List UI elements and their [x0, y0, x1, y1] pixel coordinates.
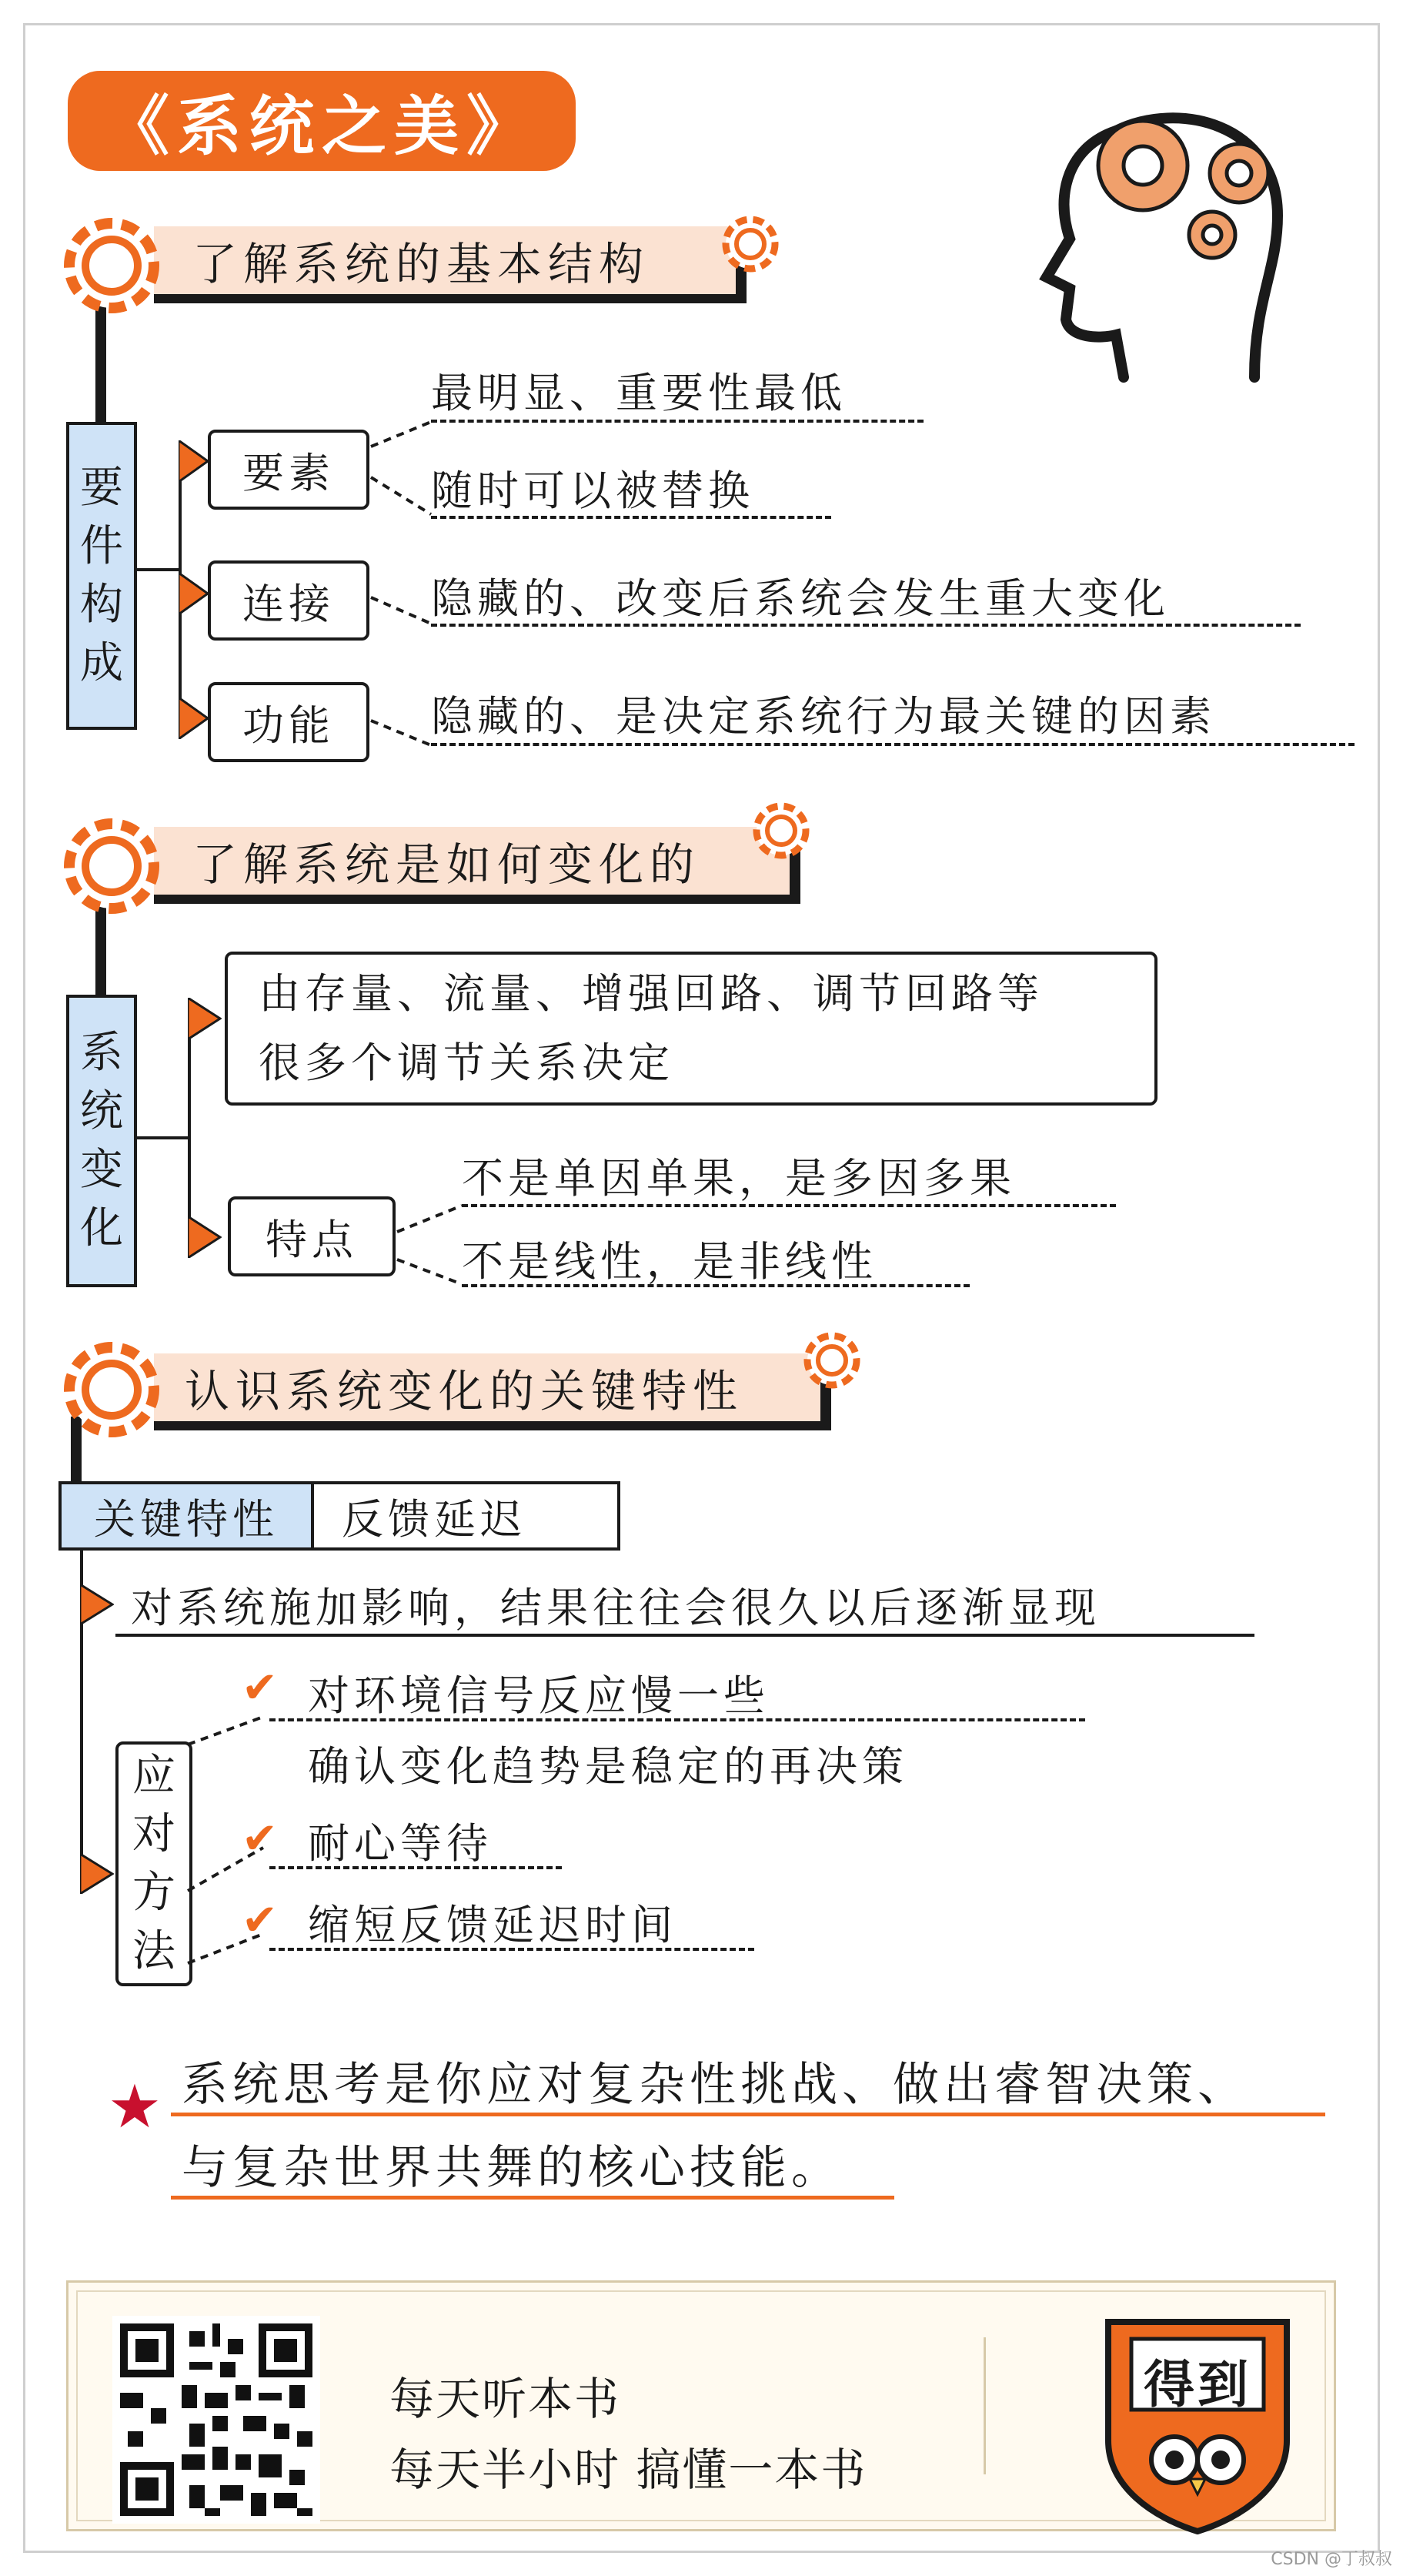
s3-method-line: 确认变化趋势是稳定的再决策: [308, 1742, 908, 1791]
s3-key-value: 反馈延迟: [342, 1494, 526, 1544]
s3-method-line: 耐心等待: [308, 1819, 493, 1868]
s3-key-label: 关键特性: [62, 1484, 314, 1547]
s3-heading-text: 认识系统变化的关键特性: [185, 1365, 744, 1417]
s1-item-box: 连接: [208, 560, 369, 641]
s2-vlabel-char: 统: [80, 1086, 123, 1136]
s1-dash: [431, 743, 1355, 746]
s3-arrow-icon: [80, 1584, 114, 1624]
s1-item-line: 随时可以被替换: [431, 467, 754, 515]
s3-vlabel-char: 方: [132, 1868, 175, 1918]
s2-dash: [462, 1204, 1116, 1207]
s1-heading: [154, 226, 747, 303]
s3-method-line: 对环境信号反应慢一些: [308, 1671, 770, 1720]
s1-arrow-icon: [179, 440, 209, 482]
s3-dash: [269, 1718, 1085, 1721]
s2-dash: [462, 1284, 970, 1287]
s3-vertical-label: [115, 1741, 192, 1986]
s1-vlabel-char: 成: [80, 638, 123, 688]
dedao-logo: [1104, 2317, 1291, 2534]
s3-heading: [154, 1353, 831, 1430]
check-icon: ✔: [242, 1814, 278, 1864]
s1-vlabel-char: 件: [80, 521, 123, 571]
s3-vlabel-char: 应: [132, 1751, 175, 1801]
s2-branch-v: [188, 1015, 191, 1238]
watermark: CSDN @丁叔叔: [1271, 2550, 1392, 2569]
s2-vlabel-char: 化: [80, 1203, 123, 1253]
s2-structure-line: 很多个调节关系决定: [259, 1039, 674, 1087]
qr-code-icon: [112, 2316, 320, 2524]
s1-item-line: 最明显、重要性最低: [431, 369, 847, 417]
s2-dash-connector: [396, 1201, 469, 1290]
s1-dash-connector: [369, 716, 439, 754]
star-icon: ★: [108, 2073, 162, 2142]
footer-divider: [984, 2337, 986, 2474]
summary-underline: [171, 2196, 894, 2200]
s2-vlabel-char: 变: [80, 1145, 123, 1195]
s2-heading: [154, 827, 800, 904]
s1-vlabel-char: 要: [80, 463, 123, 513]
s2-heading-text: 了解系统是如何变化的: [192, 838, 701, 891]
s3-effect-text: 对系统施加影响，结果往往会很久以后逐渐显现: [131, 1584, 1101, 1632]
s2-vlabel-char: 系: [80, 1028, 123, 1078]
summary-line: 与复杂世界共舞的核心技能。: [182, 2141, 842, 2195]
s1-arrow-icon: [179, 573, 209, 614]
s2-structure-box: [225, 952, 1157, 1106]
s1-gear-icon: [54, 208, 169, 323]
s2-feature-box: 特点: [228, 1196, 396, 1276]
s3-vlabel-char: 法: [132, 1926, 175, 1976]
s1-item-box: 功能: [208, 682, 369, 762]
s1-vlabel-char: 构: [80, 580, 123, 630]
logo-text: 得到: [1144, 2355, 1251, 2414]
s2-arrow-icon: [188, 1216, 222, 1258]
s2-gear-icon: [54, 808, 169, 924]
s1-arrow-icon: [179, 698, 209, 739]
s1-dash: [431, 420, 924, 423]
s2-structure-line: 由存量、流量、增强回路、调节回路等: [259, 969, 1044, 1018]
s2-feature-line: 不是单因单果，是多因多果: [462, 1154, 1016, 1203]
s3-small-gear-icon: [797, 1326, 867, 1395]
head-gears-icon: [1024, 100, 1316, 385]
s3-dash: [269, 1866, 562, 1869]
s2-arrow-icon: [188, 998, 222, 1039]
s3-dash: [269, 1948, 754, 1951]
s1-branch-h: [134, 568, 180, 571]
s1-dash-connector: [369, 593, 439, 631]
s2-vertical-label: [66, 995, 137, 1287]
summary-underline: [171, 2113, 1325, 2116]
footer-line: 每天听本书: [389, 2373, 621, 2425]
s3-effect-underline: [115, 1634, 1254, 1637]
s1-dash-connector: [369, 416, 439, 520]
s1-heading-text: 了解系统的基本结构: [192, 238, 650, 290]
s1-small-gear-icon: [716, 209, 785, 279]
s3-vlabel-char: 对: [132, 1809, 175, 1859]
check-icon: ✔: [242, 1895, 278, 1945]
s1-vertical-label: [66, 422, 137, 730]
check-icon: ✔: [242, 1663, 278, 1713]
s2-small-gear-icon: [747, 796, 816, 865]
footer-line: 每天半小时 搞懂一本书: [389, 2444, 867, 2496]
s1-dash: [431, 516, 831, 519]
s2-feature-line: 不是线性，是非线性: [462, 1237, 877, 1286]
s1-item-line: 隐藏的、是决定系统行为最关键的因素: [431, 692, 1216, 741]
footer-slogan: [389, 2364, 867, 2505]
s3-key-row: [58, 1481, 620, 1551]
s3-gear-icon: [54, 1332, 169, 1447]
s3-arrow-icon: [80, 1854, 114, 1894]
s1-item-box: 要素: [208, 430, 369, 510]
book-title: 《系统之美》: [68, 71, 576, 171]
s1-dash: [431, 624, 1301, 627]
s3-method-line: 缩短反馈延迟时间: [308, 1901, 677, 1949]
summary-line: 系统思考是你应对复杂性挑战、做出睿智决策、: [182, 2058, 1248, 2112]
s2-branch-h: [134, 1136, 189, 1139]
s1-item-line: 隐藏的、改变后系统会发生重大变化: [431, 574, 1170, 623]
